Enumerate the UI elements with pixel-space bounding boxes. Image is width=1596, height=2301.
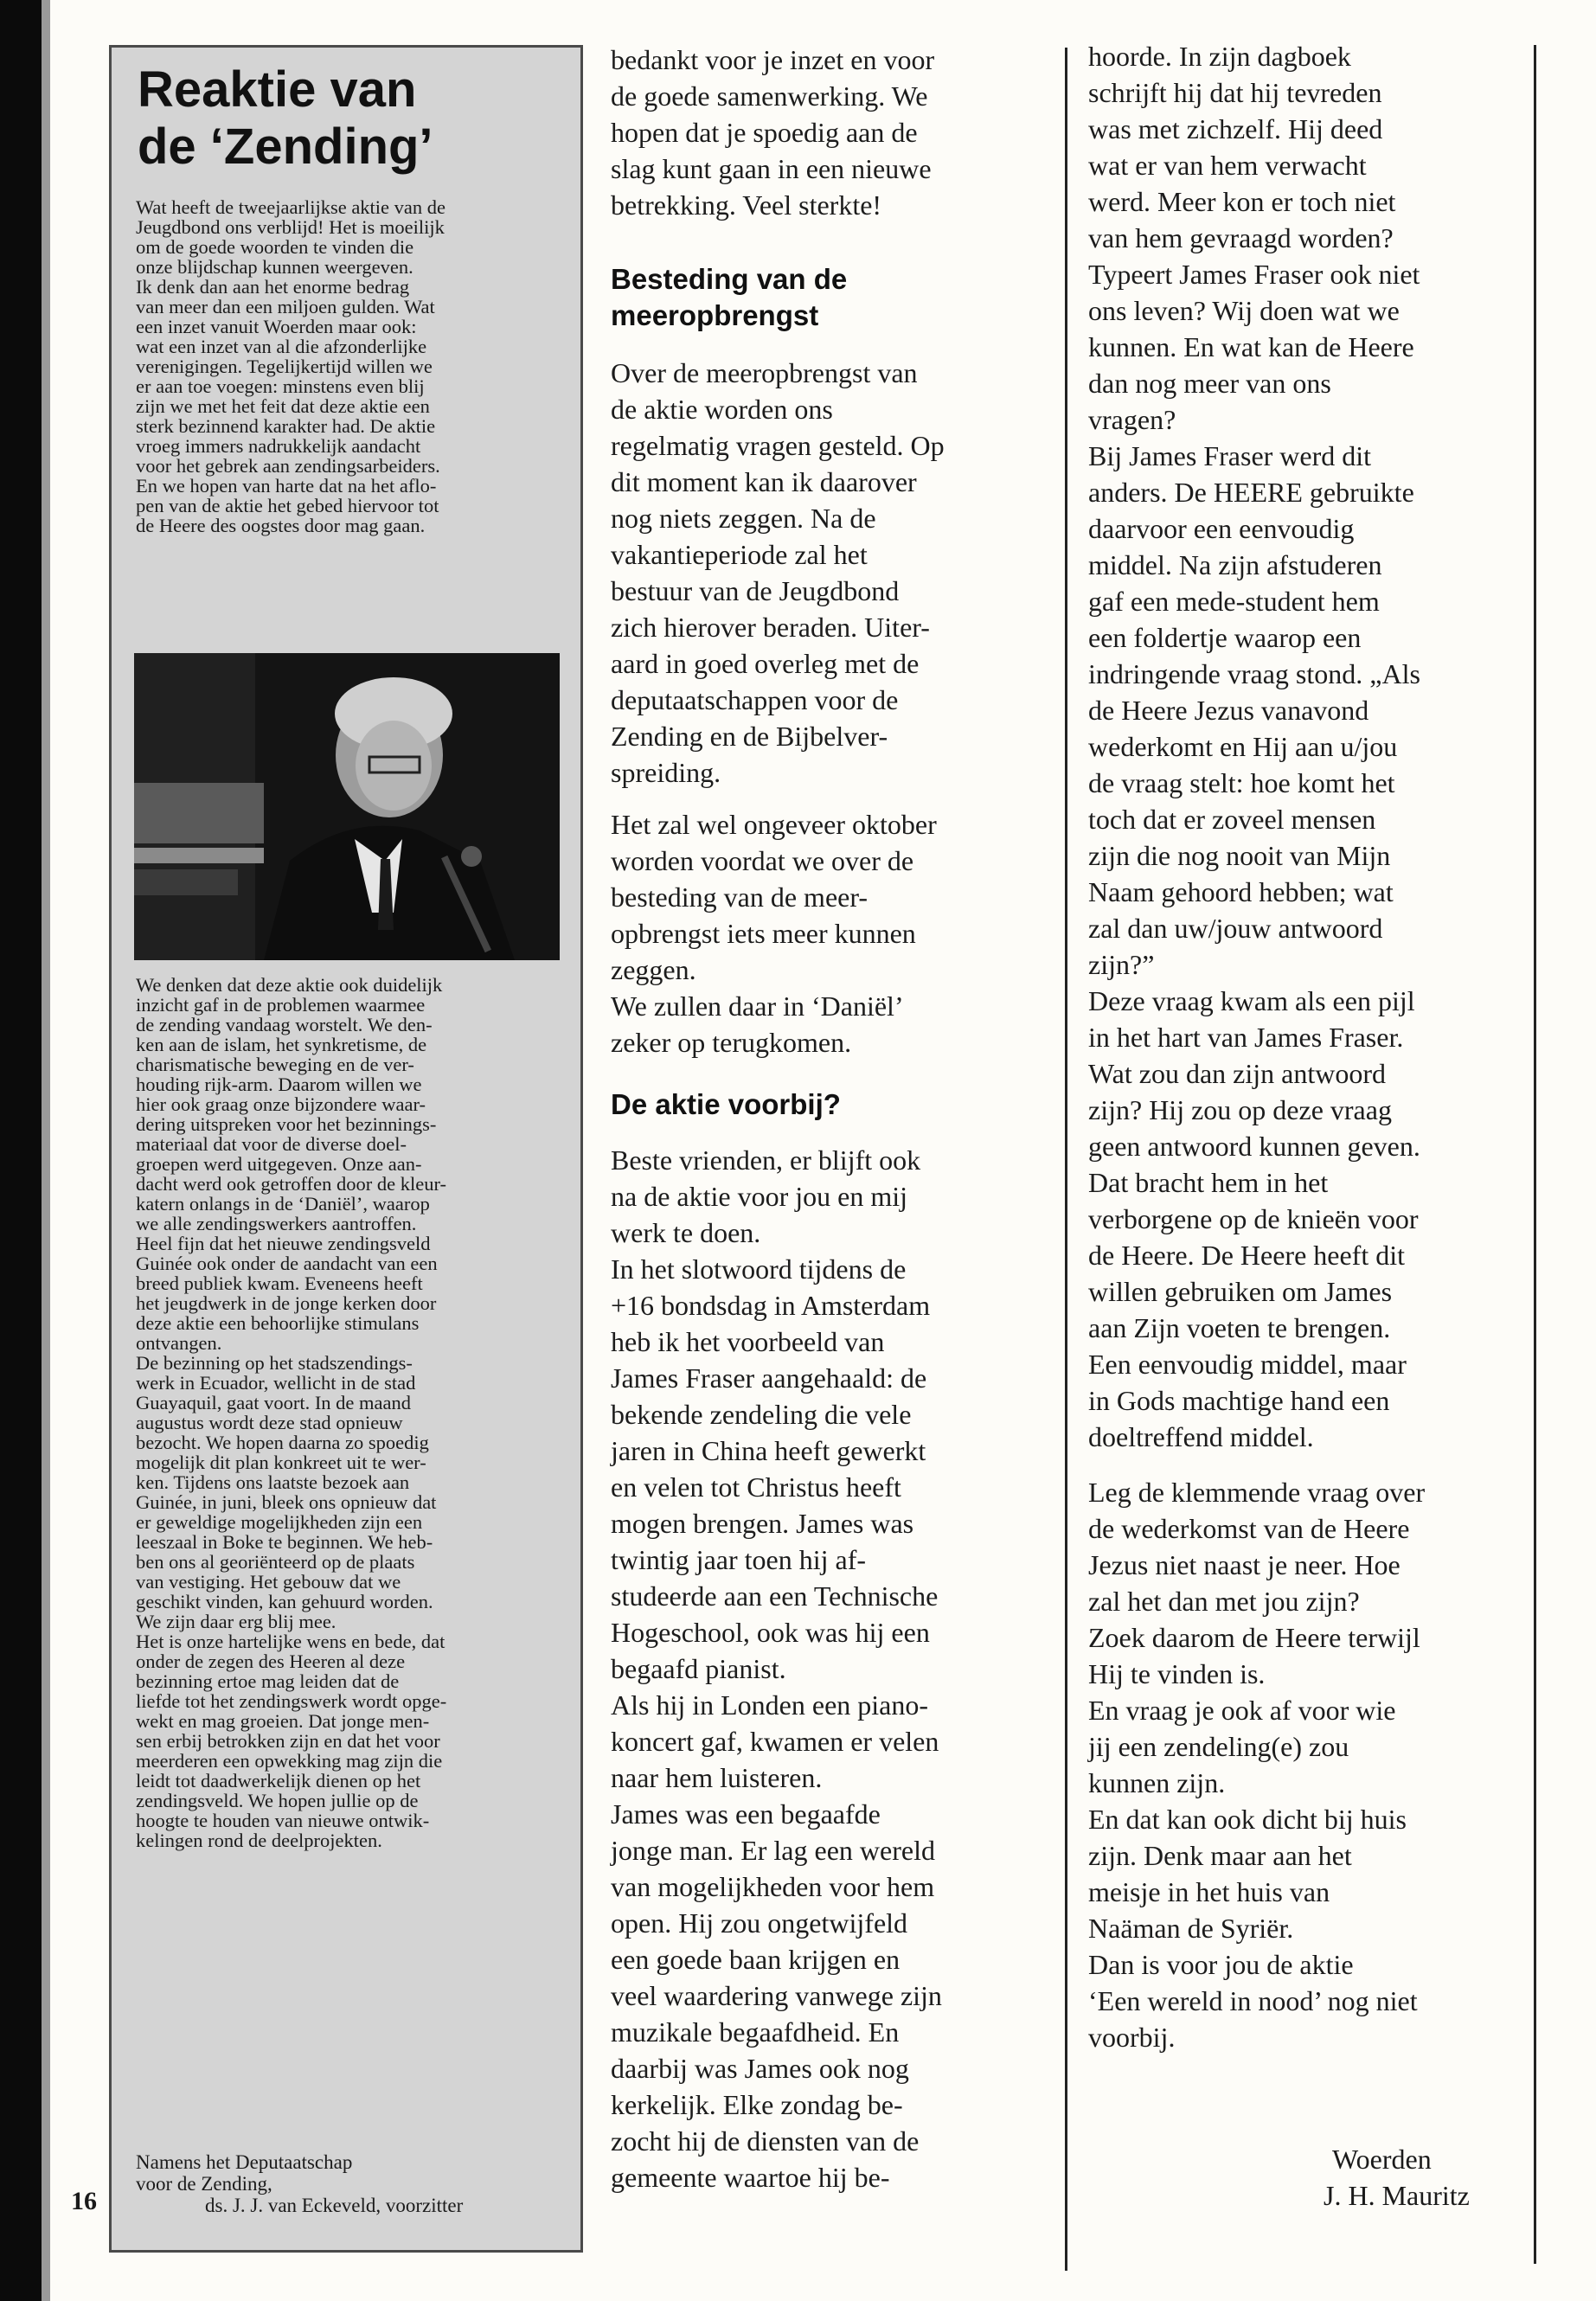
text-line: kunnen zijn.	[1088, 1767, 1226, 1798]
right-column	[1088, 38, 1529, 2055]
text-line: bedankt voor je inzet en voor	[611, 44, 935, 75]
text-line: zich hierover beraden. Uiter-	[611, 612, 930, 643]
reaction-sidebar	[109, 45, 583, 2253]
text-line: om de goede woorden te vinden die	[136, 236, 414, 258]
text-line: In het slotwoord tijdens de	[611, 1253, 907, 1285]
text-line: in het hart van James Fraser.	[1088, 1022, 1404, 1053]
text-line: open. Hij zou ongetwijfeld	[611, 1907, 908, 1939]
photo-graphic	[134, 653, 560, 960]
text-line: Hij te vinden is.	[1088, 1658, 1266, 1689]
text-line: onder de zegen des Heeren al deze	[136, 1650, 406, 1672]
text-line: de Heere. De Heere heeft dit	[1088, 1240, 1405, 1271]
text-line: sen erbij betrokken zijn en dat het voor	[136, 1730, 440, 1752]
paragraph-klemmende-vraag	[1088, 1474, 1529, 2055]
text-line: jaren in China heeft gewerkt	[611, 1435, 926, 1466]
text-line: liefde tot het zendingswerk wordt opge-	[136, 1690, 447, 1712]
text-line: leidt tot daadwerkelijk dienen op het	[136, 1770, 421, 1791]
text-line: de wederkomst van de Heere	[1088, 1513, 1410, 1544]
text-line: middel. Na zijn afstuderen	[1088, 549, 1382, 580]
text-line: dering uitspreken voor het bezinnings-	[136, 1113, 437, 1135]
text-line: in Gods machtige hand een	[1088, 1385, 1390, 1416]
text-line: jonge man. Er lag een wereld	[611, 1835, 935, 1866]
text-line: indringende vraag stond. „Als	[1088, 658, 1420, 689]
text-line: leeszaal in Boke te beginnen. We heb-	[136, 1531, 433, 1553]
text-line: opbrengst iets meer kunnen	[611, 918, 916, 949]
text-line: twintig jaar toen hij af-	[611, 1544, 867, 1575]
text-line: de Heere Jezus vanavond	[1088, 695, 1369, 726]
middle-column	[611, 42, 1052, 2195]
text-line: Guinée, in juni, bleek ons opnieuw dat	[136, 1491, 437, 1513]
paragraph-james-fraser	[611, 1142, 1052, 2195]
text-line: aan Zijn voeten te brengen.	[1088, 1312, 1391, 1343]
text-line: Bij James Fraser werd dit	[1088, 440, 1372, 471]
author-signature: Woerden J. H. Mauritz	[1324, 2144, 1470, 2211]
text-line: materiaal dat voor de diverse doel-	[136, 1133, 407, 1155]
text-line: was met zichzelf. Hij deed	[1088, 113, 1383, 144]
text-line: Het zal wel ongeveer oktober	[611, 809, 937, 840]
text-line: pen van de aktie het gebed hiervoor tot	[136, 495, 439, 516]
text-line: Jezus niet naast je neer. Hoe	[1088, 1549, 1401, 1580]
text-line: Leg de klemmende vraag over	[1088, 1477, 1426, 1508]
text-line: charismatische beweging en de ver-	[136, 1054, 414, 1075]
text-line: Wat zou dan zijn antwoord	[1088, 1058, 1386, 1089]
text-line: daarbij was James ook nog	[611, 2053, 909, 2084]
text-line: werk in Ecuador, wellicht in de stad	[136, 1372, 416, 1394]
text-line: worden voordat we over de	[611, 845, 914, 876]
text-line: Als hij in Londen een piano-	[611, 1689, 929, 1721]
text-line: de goede samenwerking. We	[611, 80, 928, 112]
text-line: slag kunt gaan in een nieuwe	[611, 153, 932, 184]
text-line: ken. Tijdens ons laatste bezoek aan	[136, 1471, 410, 1493]
text-line: voorbij.	[1088, 2022, 1176, 2053]
text-line: hier ook graag onze bijzondere waar-	[136, 1093, 426, 1115]
text-line: zal het dan met jou zijn?	[1088, 1586, 1360, 1617]
column-rule	[1065, 48, 1067, 2271]
text-line: Beste vrienden, er blijft ook	[611, 1144, 921, 1176]
text-line: van hem gevraagd worden?	[1088, 222, 1394, 253]
text-line: van vestiging. Het gebouw dat we	[136, 1571, 401, 1593]
text-line: werk te doen.	[611, 1217, 761, 1248]
text-line: kunnen. En wat kan de Heere	[1088, 331, 1414, 362]
sidebar-title: Reaktie van de ‘Zending’	[138, 61, 433, 175]
text-line: Dan is voor jou de aktie	[1088, 1949, 1354, 1980]
text-line: Zending en de Bijbelver-	[611, 721, 888, 752]
text-line: veel waardering vanwege zijn	[611, 1980, 942, 2011]
text-line: James Fraser aangehaald: de	[611, 1362, 927, 1394]
text-line: Ik denk dan aan het enorme bedrag	[136, 276, 410, 298]
heading-besteding: Besteding van de meeropbrengst	[611, 263, 848, 331]
text-line: naar hem luisteren.	[611, 1762, 823, 1793]
text-line: wekt en mag groeien. Dat jonge men-	[136, 1710, 430, 1732]
text-line: heb ik het voorbeeld van	[611, 1326, 885, 1357]
text-line: Typeert James Fraser ook niet	[1088, 259, 1420, 290]
text-line: spreiding.	[611, 757, 721, 788]
text-line: de Heere des oogstes door mag gaan.	[136, 515, 426, 536]
text-line: zal dan uw/jouw antwoord	[1088, 913, 1383, 944]
text-line: een inzet vanuit Woerden maar ook:	[136, 316, 417, 337]
text-line: Een eenvoudig middel, maar	[1088, 1349, 1407, 1380]
text-line: dit moment kan ik daarover	[611, 466, 917, 497]
text-line: En we hopen van harte dat na het aflo-	[136, 475, 437, 497]
sidebar-intro	[136, 197, 563, 535]
text-line: zendingsveld. We hopen jullie op de	[136, 1790, 419, 1811]
text-line: vroeg immers nadrukkelijk aandacht	[136, 435, 421, 457]
text-line: zocht hij de diensten van de	[611, 2125, 920, 2157]
text-line: vragen?	[1088, 404, 1176, 435]
text-line: anders. De HEERE gebruikte	[1088, 477, 1414, 508]
text-line: de aktie worden ons	[611, 394, 833, 425]
text-line: dan nog meer van ons	[1088, 368, 1331, 399]
text-line: studeerde aan een Technische	[611, 1580, 939, 1612]
text-line: dacht werd ook getroffen door de kleur-	[136, 1173, 447, 1195]
text-line: bezinning ertoe mag leiden dat de	[136, 1670, 400, 1692]
text-line: ben ons al georiënteerd op de plaats	[136, 1551, 415, 1573]
text-line: zijn? Hij zou op deze vraag	[1088, 1094, 1392, 1125]
text-line: hoogte te houden van nieuwe ontwik-	[136, 1810, 430, 1831]
text-line: bekende zendeling die vele	[611, 1399, 912, 1430]
text-line: van mogelijkheden voor hem	[611, 1871, 935, 1902]
text-line: de zending vandaag worstelt. We den-	[136, 1014, 433, 1035]
text-line: gaf een mede-student hem	[1088, 586, 1380, 617]
text-line: groepen werd uitgegeven. Onze aan-	[136, 1153, 422, 1175]
text-line: Wat heeft de tweejaarlijkse aktie van de	[136, 196, 446, 218]
text-line: voor het gebrek aan zendingsarbeiders.	[136, 455, 440, 477]
text-line: +16 bondsdag in Amsterdam	[611, 1290, 931, 1321]
text-line: geen antwoord kunnen geven.	[1088, 1131, 1420, 1162]
text-line: een foldertje waarop een	[1088, 622, 1362, 653]
paragraph-oktober	[611, 806, 1052, 1061]
text-line: breed publiek kwam. Eveneens heeft	[136, 1272, 423, 1294]
text-line: begaafd pianist.	[611, 1653, 786, 1684]
sidebar-signature: Namens het Deputaatschap voor de Zending, ds. J. J. van Eckeveld, voorzitter	[136, 2151, 464, 2216]
text-line: besteding van de meer-	[611, 881, 869, 913]
text-line: vakantieperiode zal het	[611, 539, 868, 570]
text-line: kerkelijk. Elke zondag be-	[611, 2089, 903, 2120]
text-line: We zullen daar in ‘Daniël’	[611, 990, 904, 1022]
text-line: kelingen rond de deelprojekten.	[136, 1830, 382, 1851]
text-line: houding rijk-arm. Daarom willen we	[136, 1074, 422, 1095]
text-line: zeggen.	[611, 954, 696, 985]
text-line: meisje in het huis van	[1088, 1876, 1330, 1907]
text-line: mogen brengen. James was	[611, 1508, 914, 1539]
text-line: toch dat er zoveel mensen	[1088, 804, 1376, 835]
paragraph-dagboek	[1088, 38, 1529, 1455]
text-line: geschikt vinden, kan gehuurd worden.	[136, 1591, 433, 1612]
text-line: Heel fijn dat het nieuwe zendingsveld	[136, 1233, 431, 1254]
paragraph-meeropbrengst	[611, 355, 1052, 791]
text-line: de vraag stelt: hoe komt het	[1088, 767, 1395, 798]
text-line: gemeente waartoe hij be-	[611, 2162, 890, 2193]
text-line: muzikale begaafdheid. En	[611, 2016, 900, 2048]
text-line: bezocht. We hopen daarna zo spoedig	[136, 1432, 429, 1453]
text-line: Dat bracht hem in het	[1088, 1167, 1329, 1198]
text-line: en velen tot Christus heeft	[611, 1471, 901, 1503]
text-line: De bezinning op het stadszendings-	[136, 1352, 413, 1374]
text-line: Over de meeropbrengst van	[611, 357, 918, 388]
text-line: mogelijk dit plan konkreet uit te wer-	[136, 1452, 426, 1473]
text-line: wederkomt en Hij aan u/jou	[1088, 731, 1398, 762]
text-line: ‘Een wereld in nood’ nog niet	[1088, 1985, 1418, 2016]
text-line: inzicht gaf in de problemen waarmee	[136, 994, 426, 1016]
text-line: werd. Meer kon er toch niet	[1088, 186, 1396, 217]
text-line: onze blijdschap kunnen weergeven.	[136, 256, 413, 278]
page-number: 16	[71, 2187, 97, 2215]
page-binding-edge	[0, 0, 42, 2301]
text-line: James was een begaafde	[611, 1798, 881, 1830]
text-line: na de aktie voor jou en mij	[611, 1181, 908, 1212]
text-line: We denken dat deze aktie ook duidelijk	[136, 974, 443, 996]
sidebar-body	[136, 975, 563, 1850]
text-line: Naam gehoord hebben; wat	[1088, 876, 1394, 907]
text-line: wat er van hem verwacht	[1088, 150, 1367, 181]
text-line: hopen dat je spoedig aan de	[611, 117, 918, 148]
speaker-photo	[134, 653, 560, 960]
text-line: nog niets zeggen. Na de	[611, 503, 876, 534]
text-line: zijn we met het feit dat deze aktie een	[136, 395, 430, 417]
text-line: wat een inzet van al die afzonderlijke	[136, 336, 427, 357]
text-line: Zoek daarom de Heere terwijl	[1088, 1622, 1420, 1653]
page-binding-shadow	[42, 0, 50, 2301]
text-line: Guinée ook onder de aandacht van een	[136, 1253, 438, 1274]
text-line: sterk bezinnend karakter had. De aktie	[136, 415, 436, 437]
column-rule-right	[1534, 45, 1536, 2264]
text-line: ons leven? Wij doen wat we	[1088, 295, 1400, 326]
text-line: doeltreffend middel.	[1088, 1421, 1314, 1452]
text-line: Jeugdbond ons verblijd! Het is moeilijk	[136, 216, 445, 238]
text-line: Naäman de Syriër.	[1088, 1913, 1294, 1944]
text-line: ontvangen.	[136, 1332, 222, 1354]
text-line: verenigingen. Tegelijkertijd willen we	[136, 356, 433, 377]
text-line: er geweldige mogelijkheden zijn een	[136, 1511, 423, 1533]
text-line: En vraag je ook af voor wie	[1088, 1695, 1396, 1726]
text-line: jij een zendeling(e) zou	[1088, 1731, 1349, 1762]
text-line: een goede baan krijgen en	[611, 1944, 901, 1975]
text-line: zijn die nog nooit van Mijn	[1088, 840, 1391, 871]
text-line: En dat kan ook dicht bij huis	[1088, 1804, 1407, 1835]
text-line: deputaatschappen voor de	[611, 684, 899, 715]
text-line: hoorde. In zijn dagboek	[1088, 41, 1351, 72]
text-line: zijn?”	[1088, 949, 1155, 980]
text-line: het jeugdwerk in de jonge kerken door	[136, 1292, 437, 1314]
text-line: verborgene op de knieën voor	[1088, 1203, 1419, 1234]
text-line: Guayaquil, gaat voort. In de maand	[136, 1392, 412, 1413]
text-line: ken aan de islam, het synkretisme, de	[136, 1034, 427, 1055]
text-line: betrekking. Veel sterkte!	[611, 189, 882, 221]
text-line: bestuur van de Jeugdbond	[611, 575, 900, 606]
text-line: koncert gaf, kwamen er velen	[611, 1726, 939, 1757]
text-line: meerderen een opwekking mag zijn die	[136, 1750, 443, 1772]
text-line: er aan toe voegen: minstens even blij	[136, 375, 425, 397]
text-line: aard in goed overleg met de	[611, 648, 920, 679]
text-line: regelmatig vragen gesteld. Op	[611, 430, 945, 461]
text-line: Deze vraag kwam als een pijl	[1088, 985, 1415, 1016]
text-line: willen gebruiken om James	[1088, 1276, 1393, 1307]
text-line: zijn. Denk maar aan het	[1088, 1840, 1352, 1871]
text-line: we alle zendingswerkers aantroffen.	[136, 1213, 417, 1234]
text-line: daarvoor een eenvoudig	[1088, 513, 1355, 544]
heading-aktie-voorbij: De aktie voorbij?	[611, 1088, 841, 1120]
text-line: Het is onze hartelijke wens en bede, dat	[136, 1631, 445, 1652]
text-line: Hogeschool, ook was hij een	[611, 1617, 930, 1648]
text-line: katern onlangs in de ‘Daniël’, waarop	[136, 1193, 430, 1215]
text-line: van meer dan een miljoen gulden. Wat	[136, 296, 435, 317]
text-line: schrijft hij dat hij tevreden	[1088, 77, 1382, 108]
text-line: zeker op terugkomen.	[611, 1027, 852, 1058]
text-line: We zijn daar erg blij mee.	[136, 1611, 337, 1632]
text-line: deze aktie een behoorlijke stimulans	[136, 1312, 420, 1334]
text-line: augustus wordt deze stad opnieuw	[136, 1412, 403, 1433]
